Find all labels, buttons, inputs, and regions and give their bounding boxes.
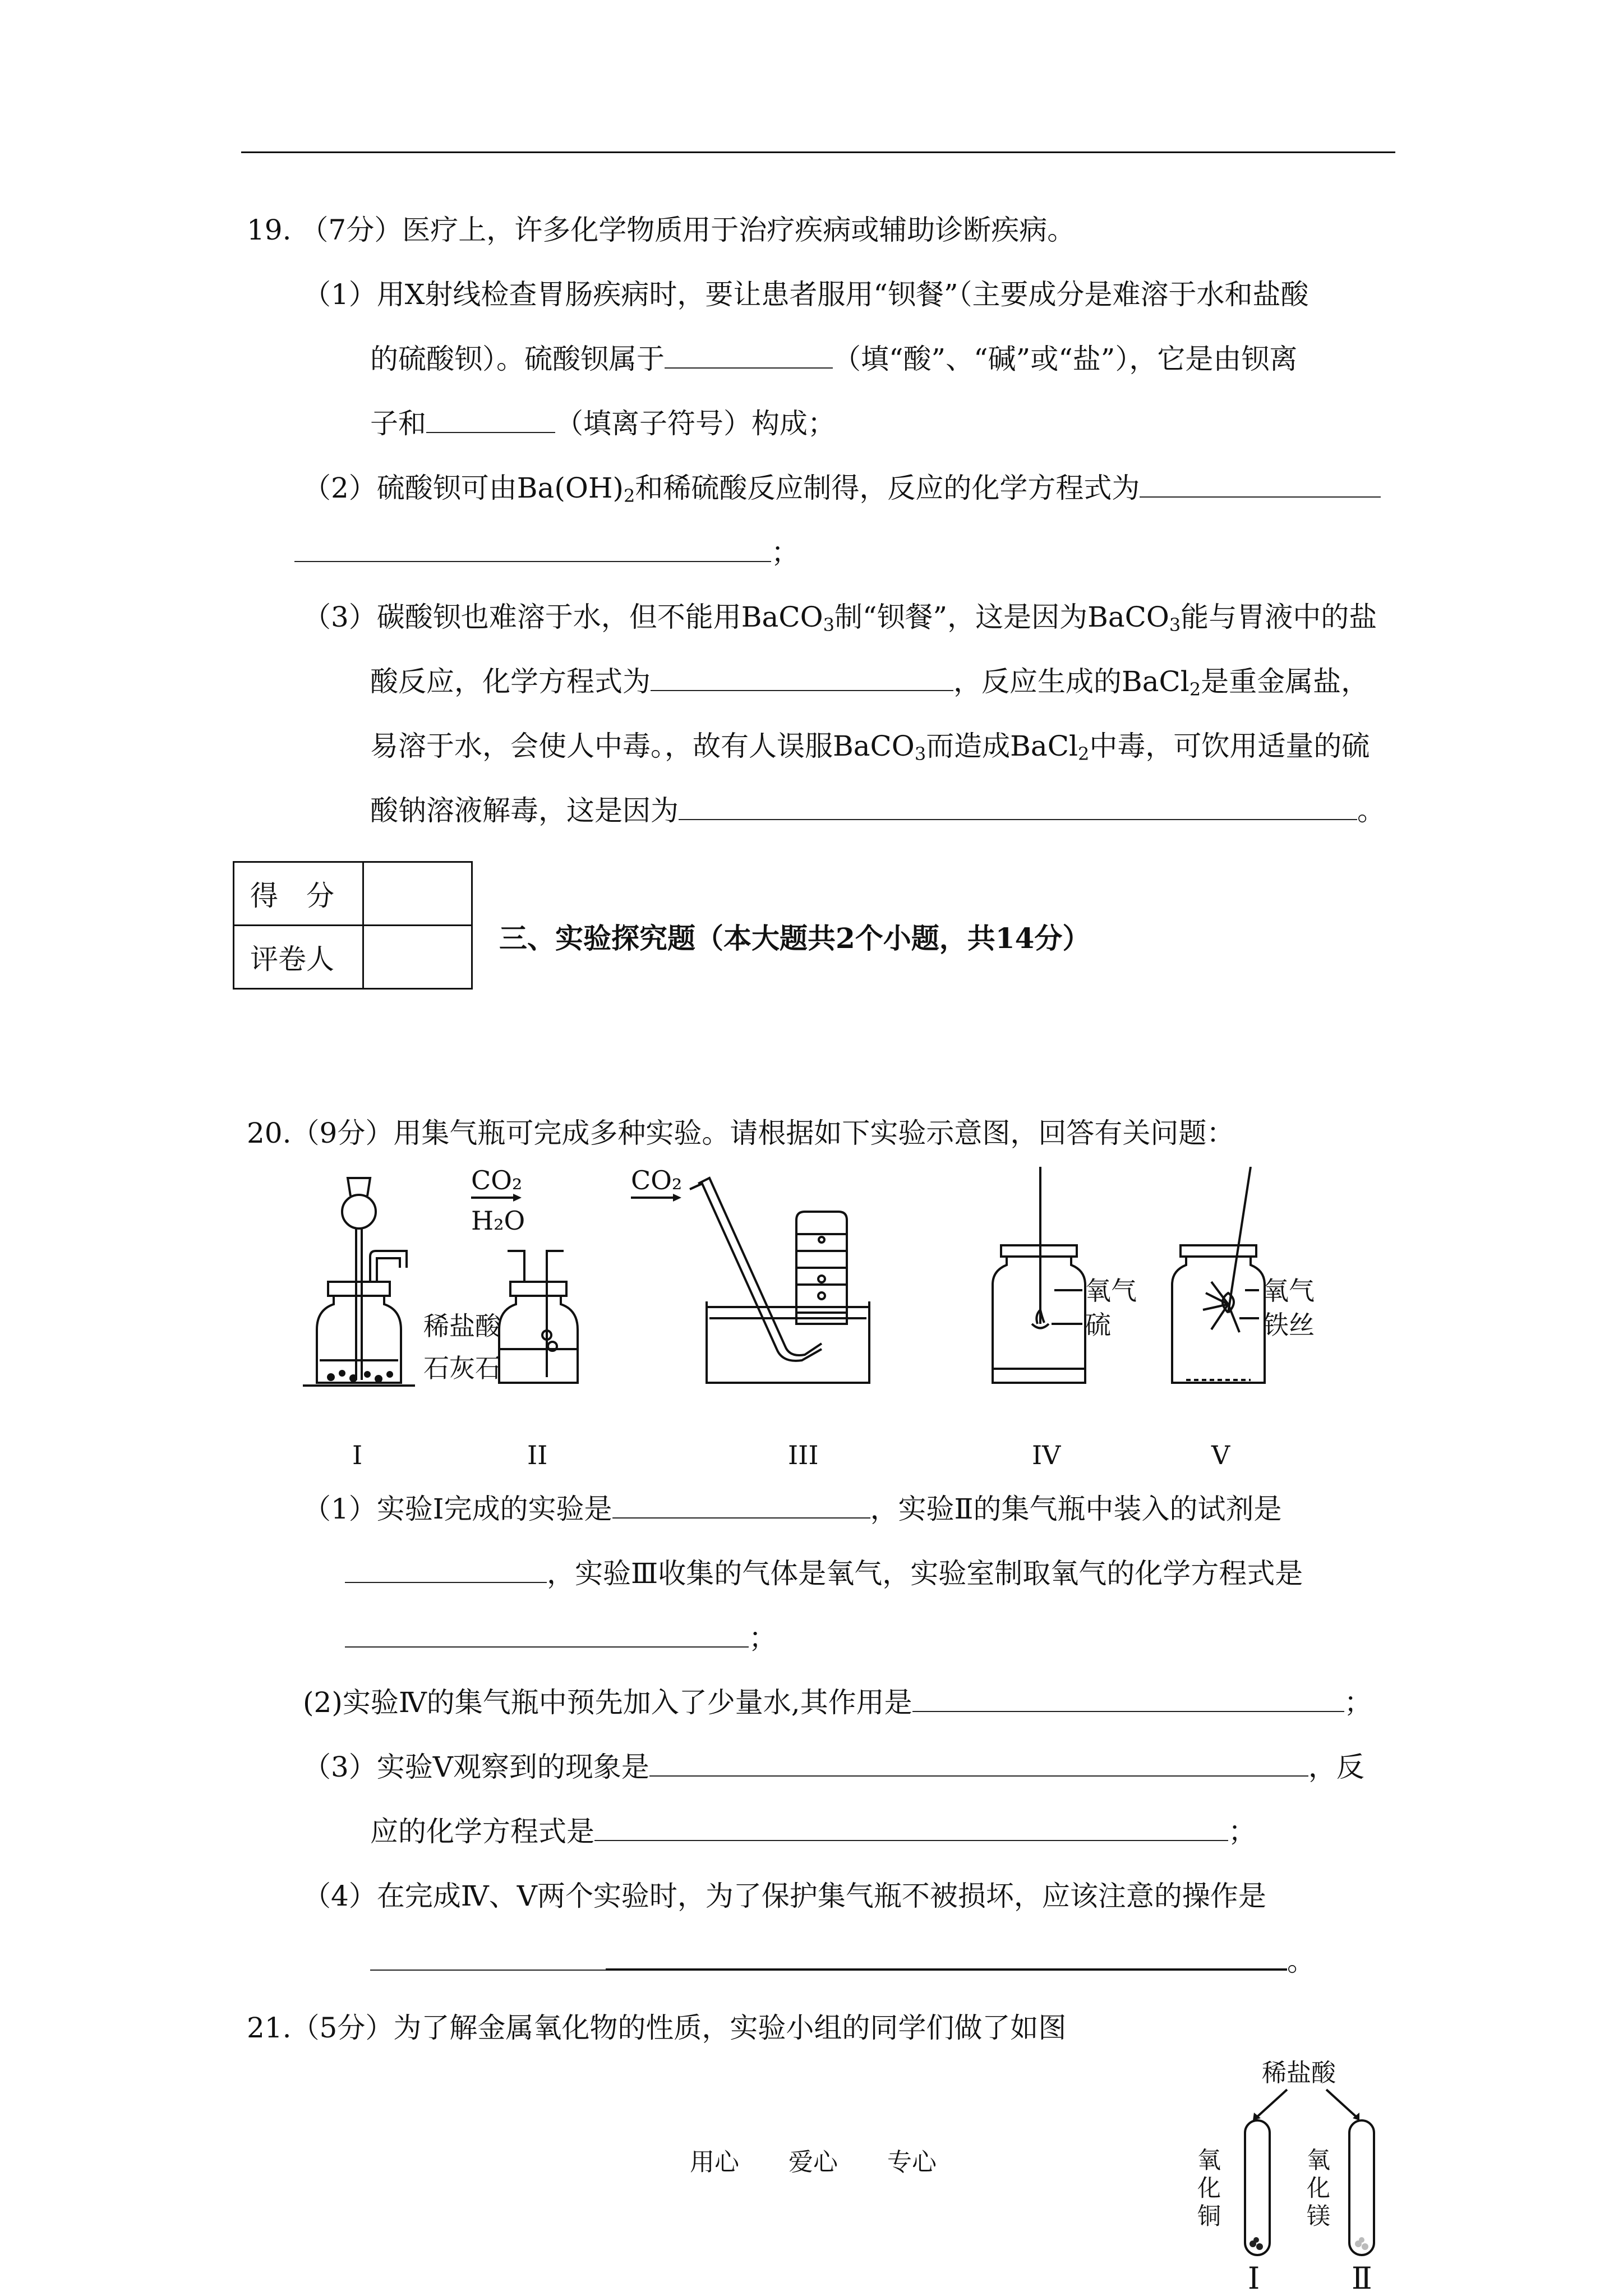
q19-part1-line2 <box>370 342 1297 376</box>
tube-label-2: Ⅱ <box>1352 2261 1372 2294</box>
label-cuo-char1: 氧 <box>1197 2146 1221 2174</box>
apparatus-4-sulfur-combustion <box>993 1167 1085 1383</box>
label-mgo-char2: 化 <box>1307 2174 1331 2202</box>
label-sulfur: 硫 <box>1085 1310 1111 1340</box>
subscript: 3 <box>823 614 834 636</box>
figure-label-4: IV <box>1032 1440 1061 1470</box>
q20-text: （1）实验Ⅰ完成的实验是 <box>303 1493 612 1525</box>
q20-part4-line2 <box>370 1944 1315 1978</box>
q20-part4-line1: （4）在完成Ⅳ、Ⅴ两个实验时，为了保护集气瓶不被损坏，应该注意的操作是 <box>303 1880 1266 1912</box>
q19-blank-reason[interactable] <box>679 794 1357 820</box>
q19-blank-category[interactable] <box>665 343 833 369</box>
subscript: 3 <box>1169 614 1181 636</box>
q20-text: ； <box>749 1622 777 1654</box>
copper-oxide-powder <box>1249 2237 1263 2250</box>
q19-text: 能与胃液中的盐 <box>1181 601 1377 633</box>
q20-blank-phenomenon[interactable] <box>649 1751 1308 1777</box>
q20-text: ； <box>1228 1815 1256 1848</box>
label-magnesium-oxide <box>1307 2146 1330 2230</box>
q19-text: 是重金属盐， <box>1201 665 1370 698</box>
q20-blank-reagent[interactable] <box>345 1557 547 1583</box>
q20-heading: 20.（9分）用集气瓶可完成多种实验。请根据如下实验示意图，回答有关问题： <box>247 1117 1235 1149</box>
label-co2-in: CO₂ <box>471 1167 523 1195</box>
q19-text: ； <box>771 536 799 569</box>
q19-part3-line3 <box>370 729 1370 771</box>
q20-blank-o2-equation[interactable] <box>345 1622 749 1648</box>
q20-figure <box>303 1167 1424 1481</box>
q20-text: （3）实验Ⅴ观察到的现象是 <box>303 1751 649 1783</box>
q19-text: （填“酸”、“碱”或“盐”），它是由钡离 <box>833 343 1298 375</box>
label-copper-oxide <box>1197 2146 1221 2230</box>
magnesium-oxide-powder <box>1355 2237 1368 2250</box>
limestone-pieces <box>327 1370 393 1383</box>
q19-text: 酸反应，化学方程式为 <box>370 665 651 698</box>
score-cell[interactable] <box>363 862 472 926</box>
label-dilute-hcl: 稀盐酸 <box>423 1311 501 1341</box>
q19-part1-line3 <box>370 407 836 440</box>
label-h2o: H₂O <box>471 1205 525 1236</box>
q20-part1-line2 <box>345 1557 1303 1590</box>
q20-text: (2)实验Ⅳ的集气瓶中预先加入了少量水,其作用是 <box>303 1686 912 1719</box>
q19-text: 制“钡餐”，这是因为BaCO <box>834 601 1169 633</box>
q20-blank-water-purpose[interactable] <box>912 1686 1344 1712</box>
q20-text: 。 <box>1287 1945 1315 1977</box>
q19-text: 的硫酸钡）。硫酸钡属于 <box>370 343 665 375</box>
label-co2-out: CO₂ <box>631 1167 683 1195</box>
label-cuo-char3: 铜 <box>1197 2202 1221 2230</box>
q20-text: 应的化学方程式是 <box>370 1815 594 1848</box>
q19-part3-line1 <box>303 600 1377 642</box>
q19-blank-equation-a[interactable] <box>1140 472 1381 498</box>
q20-blank-experiment[interactable] <box>612 1493 870 1519</box>
q19-text: 易溶于水，会使人中毒。，故有人误服BaCO <box>370 730 915 762</box>
q19-text: 酸钠溶液解毒，这是因为 <box>370 794 679 827</box>
apparatus-3-water-trough <box>690 1178 869 1383</box>
subscript: 2 <box>1077 743 1090 765</box>
figure-label-1: I <box>352 1440 363 1470</box>
q20-blank-fe-equation[interactable] <box>594 1815 1228 1841</box>
q20-text: ，实验Ⅲ收集的气体是氧气，实验室制取氧气的化学方程式是 <box>547 1557 1303 1590</box>
q19-part2-line2 <box>294 536 799 569</box>
label-limestone: 石灰石 <box>423 1353 501 1383</box>
q19-blank-equation-b[interactable] <box>294 536 771 562</box>
q20-text: ； <box>1344 1686 1372 1719</box>
q19-part2-line1 <box>303 471 1381 513</box>
label-dilute-hcl-q21: 稀盐酸 <box>1262 2059 1336 2087</box>
q19-text: （填离子符号）构成； <box>555 407 836 440</box>
section-3-heading: 三、实验探究题（本大题共2个小题，共14分） <box>499 922 1091 955</box>
q20-part1-line1 <box>303 1492 1282 1526</box>
q19-heading: 19. （7分）医疗上，许多化学物质用于治疗疾病或辅助诊断疾病。 <box>247 214 1076 246</box>
label-mgo-char1: 氧 <box>1307 2146 1331 2174</box>
q21-figure <box>1183 2053 1419 2294</box>
q20-text: ，反 <box>1308 1751 1364 1783</box>
figure-label-2: II <box>527 1440 548 1470</box>
q19-text: （2）硫酸钡可由Ba(OH) <box>303 472 624 504</box>
subscript: 3 <box>914 743 926 765</box>
q19-blank-ion[interactable] <box>426 407 555 433</box>
q19-text: 而造成BaCl <box>926 730 1078 762</box>
q20-blank-operation-b[interactable] <box>606 1944 1287 1971</box>
q20-part3-line2 <box>370 1815 1256 1848</box>
q20-part3-line1 <box>303 1750 1364 1784</box>
q20-part1-line3 <box>345 1621 777 1655</box>
label-mgo-char3: 镁 <box>1307 2202 1331 2230</box>
figure-label-5: V <box>1211 1440 1230 1470</box>
label-oxygen-v: 氧气 <box>1263 1276 1315 1306</box>
q19-text: 子和 <box>370 407 426 440</box>
label-oxygen-iv: 氧气 <box>1085 1276 1137 1306</box>
q19-text: 和稀硫酸反应制得，反应的化学方程式为 <box>635 472 1140 504</box>
grader-cell[interactable] <box>363 926 472 989</box>
subscript: 2 <box>1189 679 1201 700</box>
header-rule <box>241 151 1395 153</box>
score-label: 得 分 <box>234 862 363 926</box>
q19-part3-line2 <box>370 665 1369 706</box>
label-cuo-char2: 化 <box>1197 2174 1221 2202</box>
q19-part1-line1: （1）用X射线检查胃肠疾病时，要让患者服用“钡餐”（主要成分是难溶于水和盐酸 <box>303 278 1309 311</box>
score-table <box>233 861 473 990</box>
q19-part3-line4 <box>370 794 1385 827</box>
q20-text: ，实验Ⅱ的集气瓶中装入的试剂是 <box>870 1493 1282 1525</box>
apparatus-1-flask <box>303 1178 415 1386</box>
figure-label-3: III <box>788 1440 819 1470</box>
label-iron-wire: 铁丝 <box>1263 1310 1315 1340</box>
q19-text: 中毒，可饮用适量的硫 <box>1089 730 1370 762</box>
q20-blank-operation-a[interactable] <box>370 1945 606 1971</box>
apparatus-5-iron-wire-combustion <box>1172 1167 1265 1383</box>
page-footer: 用心 爱心 专心 <box>690 2148 937 2177</box>
q21-heading: 21.（5分）为了解金属氧化物的性质，实验小组的同学们做了如图 <box>247 2012 1067 2044</box>
q20-part2 <box>303 1686 1372 1719</box>
grader-label: 评卷人 <box>234 926 363 989</box>
q19-text: （3）碳酸钡也难溶于水，但不能用BaCO <box>303 601 823 633</box>
q19-text: 。 <box>1357 794 1385 827</box>
tube-label-1: Ⅰ <box>1248 2261 1260 2294</box>
subscript: 2 <box>623 485 635 507</box>
q19-blank-equation-c[interactable] <box>651 665 953 691</box>
q19-text: ，反应生成的BaCl <box>953 665 1189 698</box>
